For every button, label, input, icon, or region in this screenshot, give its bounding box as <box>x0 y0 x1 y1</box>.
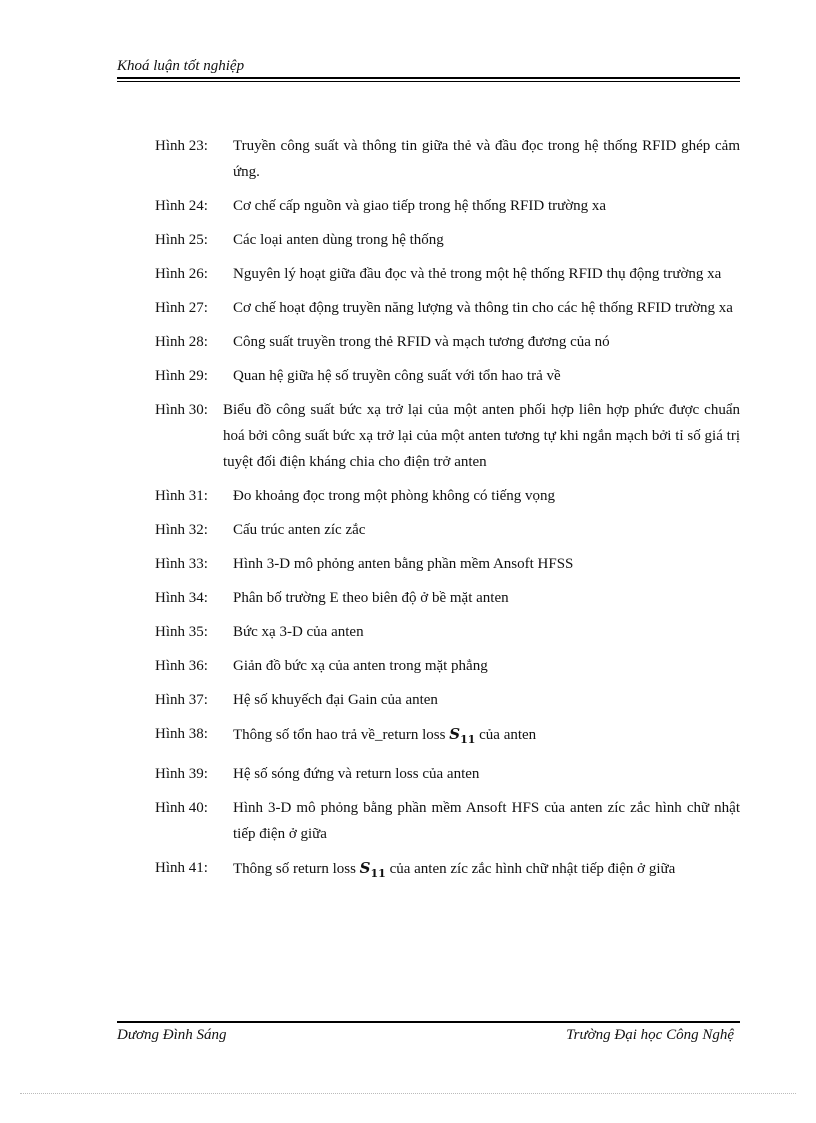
figure-caption: Cấu trúc anten zíc zắc <box>233 522 366 538</box>
figure-caption: Cơ chế hoạt động truyền năng lượng và thông tin cho các hệ thống RFID trường xa <box>233 300 733 316</box>
caption-text-after: của anten zíc zắc hình chữ nhật tiếp điện ở giữa <box>389 861 676 877</box>
figure-entry <box>155 855 740 887</box>
figure-caption: Hệ số sóng đứng và return loss của anten <box>233 766 480 782</box>
figure-caption: Quan hệ giữa hệ số truyền công suất với tổn hao trả về <box>233 368 561 384</box>
figure-label: Hình 39: <box>155 766 208 782</box>
figure-caption <box>233 855 740 887</box>
figure-caption: Hình 3-D mô phỏng bằng phần mềm Ansoft HFS của anten zíc zắc hình chữ nhật tiếp điện ở giữa <box>233 800 740 842</box>
footer-author: Dương Đình Sáng <box>117 1027 227 1043</box>
figure-entry <box>155 551 740 577</box>
figure-label: Hình 29: <box>155 368 208 384</box>
figure-entry <box>155 585 740 611</box>
figure-label: Hình 28: <box>155 334 208 350</box>
figure-entry <box>155 397 740 475</box>
header-rule-thin <box>117 81 740 82</box>
figure-label: Hình 32: <box>155 522 208 538</box>
figure-entry <box>155 761 740 787</box>
figure-label: Hình 38: <box>155 726 208 742</box>
figure-label: Hình 27: <box>155 300 208 316</box>
figure-caption <box>233 721 740 753</box>
figure-label: Hình 41: <box>155 860 208 876</box>
figure-caption: Biểu đồ công suất bức xạ trở lại của một anten phối hợp liên hợp phức được chuẩn hoá bởi công suất bức xạ trở lại của một anten tương tự khi ngắn mạch bởi tỉ số giá trị tuyệt đối điện kháng chia cho điện trở anten <box>223 402 740 470</box>
footer-school: Trường Đại học Công Nghệ <box>566 1027 734 1043</box>
figure-entry <box>155 653 740 679</box>
figure-entry <box>155 193 740 219</box>
figure-caption: Giản đồ bức xạ của anten trong mặt phẳng <box>233 658 488 674</box>
figure-label: Hình 24: <box>155 198 208 214</box>
caption-text-after: của anten <box>479 727 537 743</box>
figure-entry <box>155 517 740 543</box>
footer-rule <box>117 1021 740 1023</box>
figure-caption: Truyền công suất và thông tin giữa thẻ và đầu đọc trong hệ thống RFID ghép cảm ứng. <box>233 138 740 180</box>
figure-entry <box>155 721 740 753</box>
caption-text-before: Thông số tổn hao trả về_return loss <box>233 727 446 743</box>
figure-label: Hình 35: <box>155 624 208 640</box>
figure-entry <box>155 133 740 185</box>
figure-entry <box>155 795 740 847</box>
figure-label: Hình 25: <box>155 232 208 248</box>
figure-label: Hình 34: <box>155 590 208 606</box>
s11-symbol: $S_{11}$ <box>449 725 476 746</box>
header-rule-thick <box>117 77 740 79</box>
figure-entry <box>155 329 740 355</box>
figure-caption: Phân bố trường E theo biên độ ở bề mặt anten <box>233 590 509 606</box>
figure-entry <box>155 483 740 509</box>
figure-entry <box>155 227 740 253</box>
figure-entry <box>155 295 740 321</box>
page-boundary <box>20 1093 796 1094</box>
figure-caption: Đo khoảng đọc trong một phòng không có tiếng vọng <box>233 488 556 504</box>
figure-caption: Hình 3-D mô phỏng anten bằng phần mềm Ansoft HFSS <box>233 556 574 572</box>
page-header-title: Khoá luận tốt nghiệp <box>117 58 245 74</box>
figure-caption: Bức xạ 3-D của anten <box>233 624 364 640</box>
figure-entry <box>155 261 740 287</box>
s11-symbol: $S_{11}$ <box>359 859 386 880</box>
figure-label: Hình 36: <box>155 658 208 674</box>
figure-list <box>155 133 740 895</box>
figure-label: Hình 31: <box>155 488 208 504</box>
figure-caption: Nguyên lý hoạt giữa đầu đọc và thẻ trong một hệ thống RFID thụ động trường xa <box>233 266 722 282</box>
figure-entry <box>155 363 740 389</box>
figure-label: Hình 33: <box>155 556 208 572</box>
figure-caption: Các loại anten dùng trong hệ thống <box>233 232 444 248</box>
figure-label: Hình 23: <box>155 138 208 154</box>
figure-label: Hình 37: <box>155 692 208 708</box>
caption-text-before: Thông số return loss <box>233 861 356 877</box>
figure-caption: Công suất truyền trong thẻ RFID và mạch tương đương của nó <box>233 334 610 350</box>
figure-entry <box>155 619 740 645</box>
figure-entry <box>155 687 740 713</box>
figure-caption: Cơ chế cấp nguồn và giao tiếp trong hệ thống RFID trường xa <box>233 198 607 214</box>
figure-label: Hình 30: <box>155 402 208 418</box>
figure-label: Hình 26: <box>155 266 208 282</box>
figure-caption: Hệ số khuyếch đại Gain của anten <box>233 692 438 708</box>
figure-label: Hình 40: <box>155 800 208 816</box>
